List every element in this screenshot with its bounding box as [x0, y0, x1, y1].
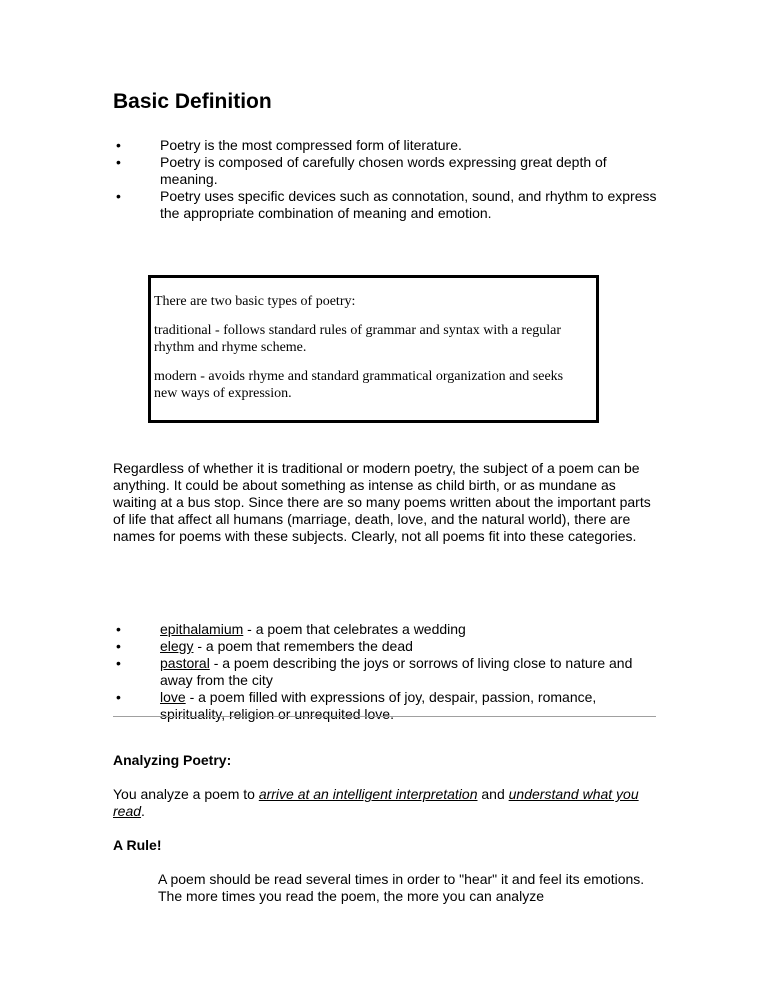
term-definition: - a poem filled with expressions of joy, despair, passion, romance, spirituality, religion or unrequited love. [160, 689, 597, 722]
term-epithalamium: epithalamium [160, 621, 244, 637]
list-item [113, 689, 658, 723]
traditional-definition: traditional - follows standard rules of grammar and syntax with a regular rhythm and rhyme scheme. [154, 323, 562, 355]
analyzing-emphasis-understand: understand what you read [113, 786, 639, 819]
term-definition: - a poem describing the joys or sorrows of living close to nature and away from the city [160, 655, 633, 688]
rule-paragraph: A poem should be read several times in order to "hear" it and feel its emotions. The more times you read the poem, the more you can analyze [158, 871, 645, 904]
term-definition: - a poem that remembers the dead [193, 638, 413, 654]
types-intro: There are two basic types of poetry: [154, 294, 356, 309]
analyzing-text-end: . [141, 803, 145, 819]
rule-heading: A Rule! [113, 837, 162, 853]
analyzing-paragraph [113, 786, 663, 820]
poem-types-list [113, 621, 658, 723]
list-item [113, 655, 658, 689]
list-item [113, 621, 658, 638]
section-heading: Basic Definition [113, 90, 272, 113]
list-item: • Poetry is composed of carefully chosen words expressing great depth of meaning. [113, 154, 658, 188]
term-definition: - a poem that celebrates a wedding [243, 621, 466, 637]
definition-list [113, 137, 658, 222]
poetry-types-box [148, 275, 599, 423]
list-item: • Poetry is the most compressed form of literature. [113, 137, 658, 154]
list-item: • Poetry uses specific devices such as connotation, sound, and rhythm to express the appropriate combination of meaning and emotion. [113, 188, 658, 222]
list-item [113, 638, 658, 655]
term-love: love [160, 689, 186, 705]
term-pastoral: pastoral [160, 655, 210, 671]
analyzing-text-mid: and [477, 786, 509, 802]
modern-definition: modern - avoids rhyme and standard grammatical organization and seeks new ways of expression. [154, 369, 564, 401]
analyzing-heading: Analyzing Poetry: [113, 752, 232, 768]
horizontal-divider [113, 716, 656, 717]
analyzing-text-start: You analyze a poem to [113, 786, 259, 802]
subject-paragraph: Regardless of whether it is traditional or modern poetry, the subject of a poem can be anything. It could be about something as intense as child birth, or as mundane as waiting at a bus stop. Since there are so many poems written about the important parts of life that affect all humans (marriage, death, love, and the natural world), there are names for poems with these subjects. Clearly, not all poems fit into these categories. [113, 460, 651, 544]
term-elegy: elegy [160, 638, 194, 654]
analyzing-emphasis-interpretation: arrive at an intelligent interpretation [258, 786, 478, 802]
